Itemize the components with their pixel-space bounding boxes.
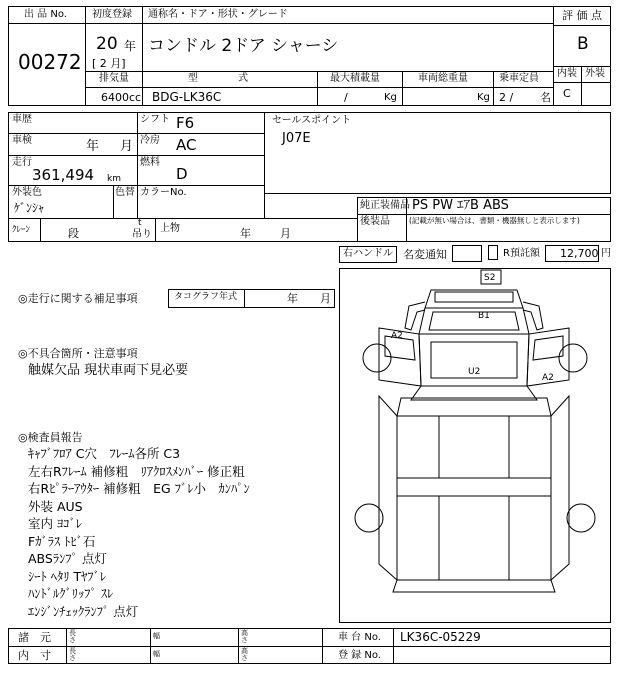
fuel-value: D bbox=[176, 165, 188, 183]
model-code: BDG-LK36C bbox=[152, 90, 222, 104]
mark-a2-right: A2 bbox=[542, 373, 554, 383]
displacement-label: 排気量 bbox=[99, 73, 129, 84]
spec-length-label: 長さ bbox=[69, 629, 76, 644]
inner-height-label: 高さ bbox=[241, 647, 248, 662]
reg-label: 初度登録 bbox=[92, 9, 132, 20]
exterior-score-cell bbox=[581, 82, 611, 106]
history-label: 車歴 bbox=[12, 114, 32, 125]
chassis-left-side bbox=[379, 396, 397, 580]
chassis-bed bbox=[397, 416, 551, 580]
spec-label: 諸 元 bbox=[18, 631, 51, 644]
hood-outline bbox=[425, 290, 523, 308]
handle-position: 右ハンドル bbox=[343, 248, 393, 259]
spec-width-label: 幅 bbox=[153, 632, 160, 640]
tacho-label: タコグラフ年式 bbox=[174, 292, 238, 302]
reg-year-unit: 年 bbox=[124, 39, 137, 53]
shift-value: F6 bbox=[176, 114, 195, 132]
color-value: ｹﾞﾝｼｬ bbox=[14, 201, 45, 215]
upper-label: 上物 bbox=[160, 223, 180, 234]
report-line: 右Rﾋﾟﾗｰｱｳﾀｰ 補修粗 EG ﾌﾞﾚ小 ｶﾝﾊﾟﾝ bbox=[28, 481, 250, 496]
left-mirror bbox=[405, 302, 425, 330]
footer-col-1 bbox=[66, 628, 67, 664]
inspector-report-title: ◎検査員報告 bbox=[18, 431, 83, 444]
crane-lift: 吊り bbox=[132, 229, 152, 240]
gross-weight-label: 車両総重量 bbox=[418, 73, 468, 84]
shift-label: シフト bbox=[140, 114, 170, 125]
chassis-number: LK36C-05229 bbox=[400, 630, 481, 644]
footer-col-4 bbox=[322, 628, 323, 664]
capacity-label: 乗車定員 bbox=[499, 73, 539, 84]
reg-no-label: 登 録 No. bbox=[338, 650, 381, 661]
report-line: ABSﾗﾝﾌﾟ 点灯 bbox=[28, 551, 107, 566]
mileage-value: 361,494 bbox=[32, 166, 95, 184]
inner-label: 内 寸 bbox=[18, 649, 51, 662]
report-line: ｴﾝｼﾞﾝﾁｪｯｸﾗﾝﾌﾟ 点灯 bbox=[28, 603, 139, 619]
ac-label: 冷房 bbox=[140, 135, 160, 146]
rr-label: R預託額 bbox=[503, 248, 540, 259]
crane-label: ｸﾚｰﾝ bbox=[12, 225, 31, 235]
front-left-wheel bbox=[363, 344, 391, 372]
fuel-label: 燃料 bbox=[140, 157, 160, 168]
interior-label: 内装 bbox=[557, 68, 577, 79]
right-mirror bbox=[523, 302, 543, 330]
inspector-report bbox=[28, 445, 250, 620]
displacement-value: 6400 bbox=[101, 91, 129, 104]
name-label: 通称名・ドア・形状・グレード bbox=[148, 9, 288, 20]
grille bbox=[435, 292, 513, 302]
interior-score: C bbox=[563, 87, 571, 100]
crane-row bbox=[8, 218, 358, 242]
rear-right-wheel bbox=[567, 504, 595, 532]
crane-divider bbox=[40, 218, 41, 242]
lot-number: 00272 bbox=[18, 50, 82, 74]
ac-value: AC bbox=[176, 136, 197, 154]
model-code-label: 型 式 bbox=[188, 73, 248, 84]
inspection-year-unit: 年 bbox=[86, 139, 100, 154]
max-load-unit: Kg bbox=[384, 92, 397, 103]
chassis-right-side bbox=[551, 396, 569, 580]
sales-point-text: J07E bbox=[282, 131, 311, 146]
truck-diagram bbox=[339, 268, 611, 623]
color-change-label: 色替 bbox=[115, 187, 135, 198]
rr-yen: 円 bbox=[601, 248, 611, 259]
chassis-label: 車 台 No. bbox=[338, 632, 381, 643]
report-line: ﾊﾝﾄﾞﾙｸﾞﾘｯﾌﾟ ｽﾚ bbox=[28, 586, 114, 601]
upper-year: 年 bbox=[240, 227, 251, 240]
max-load-value: / bbox=[344, 91, 348, 104]
footer-col-5 bbox=[393, 628, 394, 664]
crane-t: t bbox=[138, 218, 142, 228]
mark-a2-left: A2 bbox=[391, 331, 403, 341]
windshield bbox=[429, 312, 519, 330]
driving-notes-title: ◎走行に関する補足事項 bbox=[18, 292, 138, 305]
upper-month: 月 bbox=[280, 227, 291, 240]
equip-value: PS PW ｴｱB ABS bbox=[412, 198, 509, 213]
color-label: 外装色 bbox=[12, 187, 42, 198]
mileage-unit: km bbox=[107, 174, 121, 184]
after-note: (記載が無い場合は、書類・機器無しと表示します) bbox=[409, 216, 580, 225]
tacho-divider bbox=[244, 289, 245, 308]
tacho-year: 年 bbox=[287, 292, 298, 305]
gross-weight-unit: Kg bbox=[477, 92, 490, 103]
spec-height-label: 高さ bbox=[241, 629, 248, 644]
capacity-value: 2 / bbox=[499, 91, 514, 104]
report-line: Fｶﾞﾗｽ ﾄﾋﾞ石 bbox=[28, 533, 96, 549]
sales-point-label: セールスポイント bbox=[272, 115, 352, 126]
model-name: コンドル 2ドア シャーシ bbox=[148, 36, 339, 56]
lot-label: 出 品 No. bbox=[24, 9, 67, 20]
score-label: 評 価 点 bbox=[562, 9, 602, 22]
inspection-label: 車検 bbox=[12, 135, 32, 146]
report-line: 左右Rﾌﾚｰﾑ 補修粗 ﾘｱｸﾛｽﾒﾝﾊﾞｰ 修正粗 bbox=[28, 463, 245, 479]
notice-label: 名変通知 bbox=[403, 248, 447, 261]
inner-width-label: 幅 bbox=[153, 650, 160, 658]
defect-text: 触媒欠品 現状車両下見必要 bbox=[28, 363, 189, 378]
inner-length-label: 長さ bbox=[69, 647, 76, 662]
front-right-wheel bbox=[559, 344, 587, 372]
equip-label: 純正装備品 bbox=[360, 200, 410, 211]
rr-amount: 12,700 bbox=[560, 247, 599, 260]
chassis-deck bbox=[397, 398, 551, 416]
mark-s2: S2 bbox=[484, 273, 496, 283]
exterior-label: 外装 bbox=[585, 68, 605, 79]
mark-u2: U2 bbox=[468, 367, 481, 377]
reg-year: 20 bbox=[96, 34, 118, 54]
defect-title: ◎不具合箇所・注意事項 bbox=[18, 347, 138, 360]
overall-score: B bbox=[577, 34, 589, 54]
mileage-label: 走行 bbox=[12, 157, 32, 168]
inspection-month-unit: 月 bbox=[120, 139, 134, 154]
report-line: 室内 ﾖｺﾞﾚ bbox=[28, 516, 82, 531]
notice-box-2 bbox=[488, 245, 498, 260]
reg-month: [ 2 月] bbox=[92, 57, 126, 70]
crane-stage: 段 bbox=[68, 227, 79, 240]
report-line: ｷｬﾌﾞﾌﾛｱ C穴 ﾌﾚｰﾑ各所 C3 bbox=[28, 446, 181, 461]
footer-col-3 bbox=[238, 628, 239, 664]
tacho-month: 月 bbox=[320, 292, 331, 305]
footer-col-2 bbox=[150, 628, 151, 664]
notice-box bbox=[452, 245, 482, 262]
mark-b1: B1 bbox=[478, 311, 490, 321]
after-label: 後装品 bbox=[360, 216, 390, 227]
color-code-label: カラーNo. bbox=[140, 187, 187, 198]
upper-divider bbox=[155, 218, 156, 242]
footer-row-divider bbox=[8, 646, 611, 647]
displacement-unit: cc bbox=[129, 91, 142, 104]
report-line: 外装 AUS bbox=[28, 498, 83, 514]
capacity-unit: 名 bbox=[540, 91, 551, 104]
rear-bumper bbox=[393, 580, 555, 592]
max-load-label: 最大積載量 bbox=[330, 73, 380, 84]
report-line: ｼｰﾄ ﾍﾀﾘ Tﾔﾌﾞﾚ bbox=[28, 568, 107, 584]
